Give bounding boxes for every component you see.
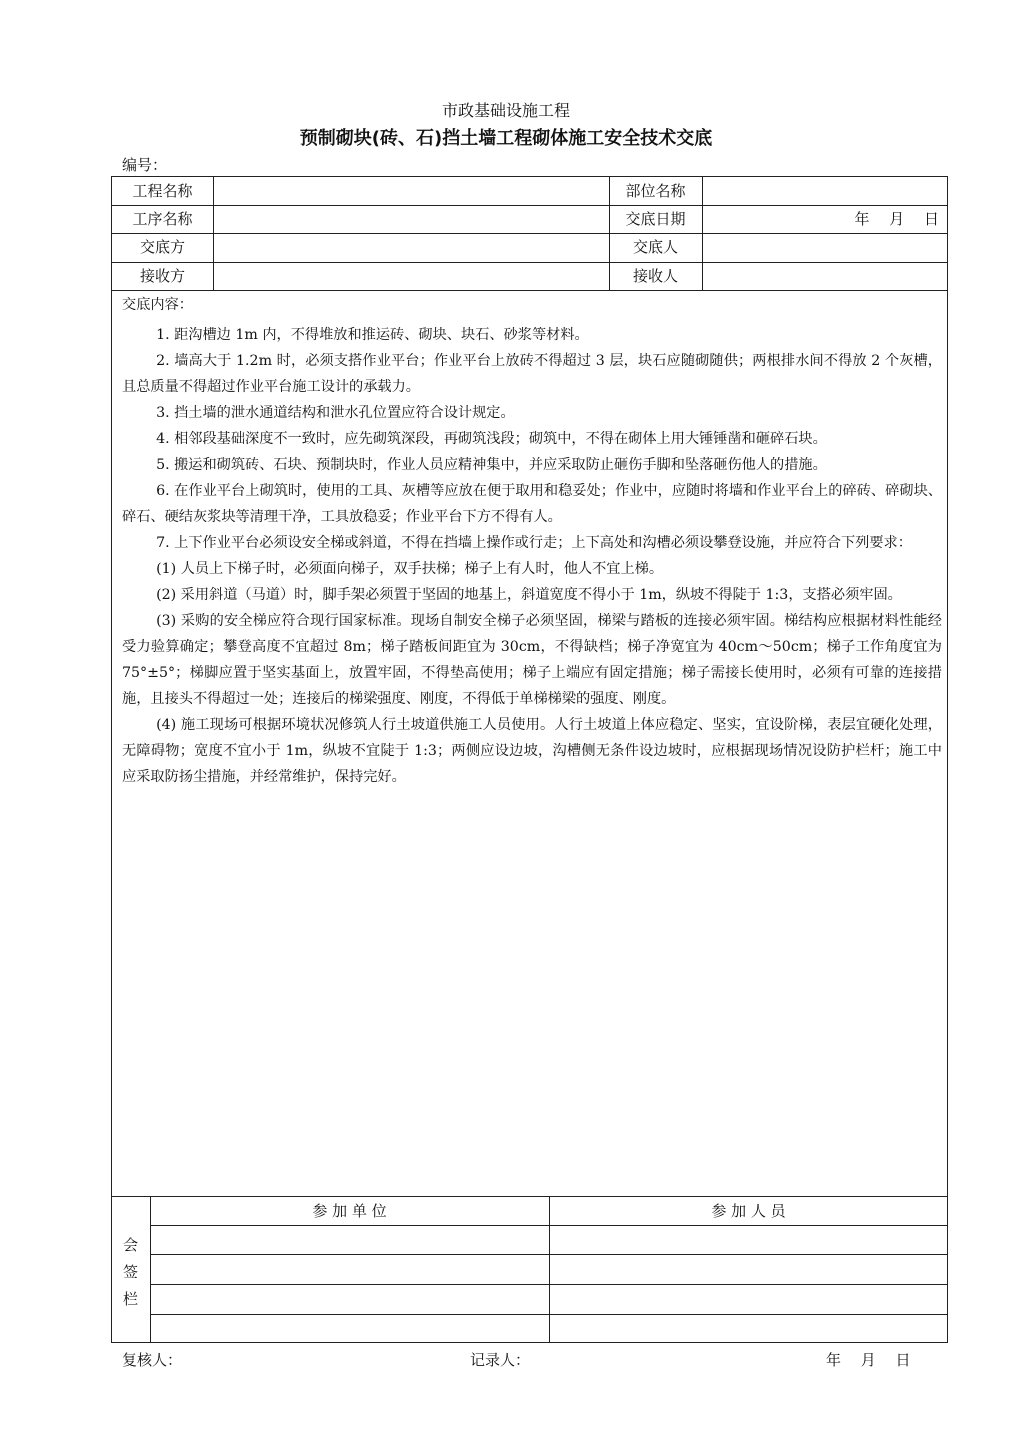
- content-item-1: 1. 距沟槽边 1m 内，不得堆放和推运砖、砌块、块石、砂浆等材料。: [156, 327, 589, 343]
- content-item-5: 5. 搬运和砌筑砖、石块、预制块时，作业人员应精神集中，并应采取防止砸伤手脚和坠落砸伤他人的措施。: [156, 457, 827, 473]
- content-item-6: 6. 在作业平台上砌筑时，使用的工具、灰槽等应放在便于取用和稳妥处；作业中，应随时将墙和作业平台上的碎砖、碎砌块、碎石、硬结灰浆块等清理干净，工具放稳妥；作业平台下方不得有人。: [122, 483, 942, 525]
- footer-date-label: 年 月 日: [826, 1351, 911, 1369]
- content-subitem-2: (2) 采用斜道（马道）时，脚手架必须置于坚固的地基上，斜道宽度不得小于 1m，纵坡不得陡于 1:3，支搭必须牢固。: [156, 587, 902, 603]
- briefing-date-label: 交底日期: [625, 210, 686, 228]
- participating-unit-header: 参 加 单 位: [312, 1202, 387, 1220]
- sign-row-divider: [150, 1314, 948, 1315]
- serial-number-label: 编号：: [122, 156, 168, 174]
- part-name-field[interactable]: [707, 177, 943, 205]
- project-name-label: 工程名称: [132, 182, 193, 200]
- giver-person-field[interactable]: [707, 233, 943, 261]
- content-subitem-1: (1) 人员上下梯子时，必须面向梯子，双手扶梯；梯子上有人时，他人不宜上梯。: [156, 561, 664, 577]
- sign-row-divider: [150, 1225, 948, 1226]
- document-subtitle: 市政基础设施工程: [441, 101, 570, 120]
- reviewer-label: 复核人：: [122, 1351, 183, 1369]
- part-name-label: 部位名称: [625, 182, 686, 200]
- receiver-person-field[interactable]: [707, 262, 943, 290]
- content-item-4: 4. 相邻段基础深度不一致时，应先砌筑深段，再砌筑浅段；砌筑中，不得在砌体上用大锤锤凿和砸碎石块。: [156, 431, 827, 447]
- content-item-3: 3. 挡土墙的泄水通道结构和泄水孔位置应符合设计规定。: [156, 405, 515, 421]
- giver-party-label: 交底方: [139, 238, 185, 256]
- content-heading: 交底内容：: [122, 297, 193, 313]
- giver-person-label: 交底人: [632, 238, 678, 256]
- content-item-7: 7. 上下作业平台必须设安全梯或斜道，不得在挡墙上操作或行走；上下高处和沟槽必须设攀登设施，并应符合下列要求：: [156, 535, 912, 551]
- sign-row-divider: [150, 1284, 948, 1285]
- project-name-field[interactable]: [218, 177, 604, 205]
- receiver-party-label: 接收方: [139, 267, 185, 285]
- column-divider: [213, 177, 214, 290]
- process-name-field[interactable]: [218, 205, 604, 233]
- content-subitem-3: (3) 采购的安全梯应符合现行国家标准。现场自制安全梯子必须坚固，梯梁与踏板的连接必须牢固。梯结构应根据材料性能经受力验算确定；攀登高度不宜超过 8m；梯子踏板间距宜为 30cm，不得缺档；梯子净宽宜为 40cm～50cm；梯子工作角度宜为 75°±5°；梯脚应置于坚实基面上，放置牢固，不得垫高使用；梯子上端应有固定措施；梯子需接长使用时，必须有可靠的连接措施，且接头不得超过一处；连接后的梯梁强度、刚度，不得低于单梯梯梁的强度、刚度。: [122, 613, 942, 707]
- recorder-label: 记录人：: [470, 1351, 531, 1369]
- content-subitem-4: (4) 施工现场可根据环境状况修筑人行土坡道供施工人员使用。人行土坡道上体应稳定、坚实，宜设阶梯，表层宜硬化处理，无障碍物；宽度不宜小于 1m，纵坡不宜陡于 1:3；两侧应设边坡，沟槽侧无条件设边坡时，应根据现场情况设防护栏杆；施工中应采取防扬尘措施，并经常维护，保持完好。: [122, 717, 942, 785]
- content-item-2: 2. 墙高大于 1.2m 时，必须支搭作业平台；作业平台上放砖不得超过 3 层，块石应随砌随供；两根排水间不得放 2 个灰槽，且总质量不得超过作业平台施工设计的承载力。: [122, 353, 942, 395]
- participating-person-header: 参 加 人 员: [711, 1202, 786, 1220]
- receiver-person-label: 接收人: [632, 267, 678, 285]
- receiver-party-field[interactable]: [218, 262, 604, 290]
- column-divider: [702, 177, 703, 290]
- giver-party-field[interactable]: [218, 233, 604, 261]
- sign-row-divider: [150, 1254, 948, 1255]
- briefing-content: [122, 292, 942, 790]
- countersign-label: [111, 1232, 150, 1313]
- briefing-date-field[interactable]: 年 月 日: [854, 210, 939, 228]
- countersign-label-text: 会 签 栏: [122, 1236, 138, 1308]
- row-divider: [112, 290, 948, 291]
- document-title: 预制砌块(砖、石)挡土墙工程砌体施工安全技术交底: [299, 128, 713, 149]
- process-name-label: 工序名称: [132, 210, 193, 228]
